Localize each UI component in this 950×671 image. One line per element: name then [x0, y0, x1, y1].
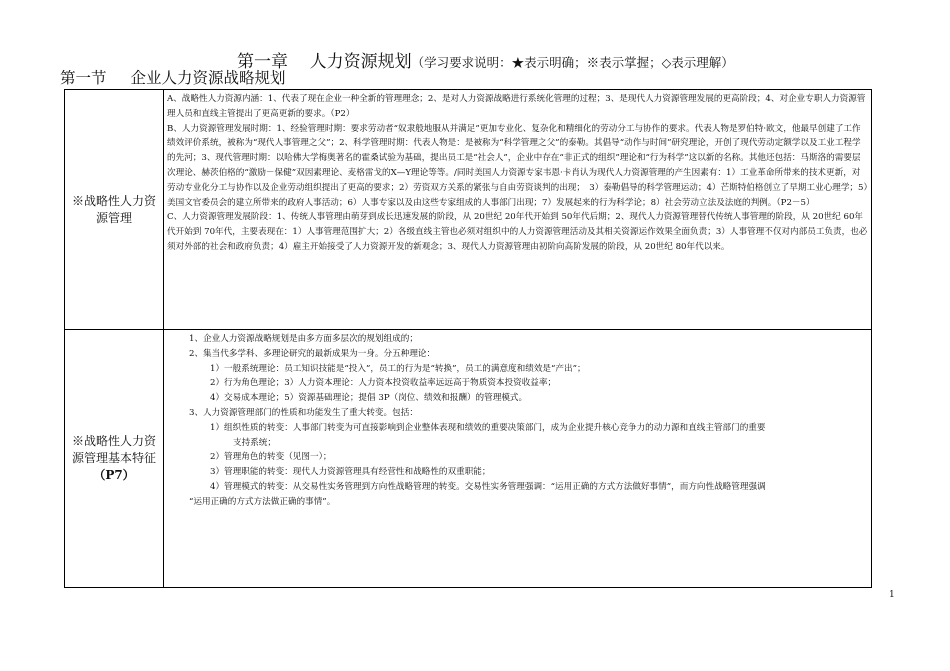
paragraph-c: C、人力资源管理发展阶段：1、传统人事管理由萌芽到成长迅速发展的阶段，从 20世纪 20年代开始到 50年代后期；2、现代人力资源管理替代传统人事管理的阶段，从 20世纪 60年代开始到 70年代，主要表现在：1）人事管理范围扩大；2）各级直线主管也必须对组织中的人力资源管理活动及其相关资源运作效果全面负责；3）人事管理不仅对内部员工负责，也必须对外部的社会和政府负责；4）雇主开始接受了人力资源开发的新观念；3、现代人力资源管理由初阶向高阶发展的阶段，从 20世纪 80年代以来。: [167, 212, 868, 252]
list-item: 3）管理职能的转变：现代人力资源管理具有经营性和战略性的双重职能；: [210, 467, 491, 478]
list-item: 3、人力资源管理部门的性质和功能发生了重大转变。包括：: [189, 407, 418, 418]
chapter-number: 第一章: [237, 52, 288, 72]
chapter-name: 人力资源规划: [309, 52, 412, 72]
list-item: 1）一般系统理论：员工知识技能是“投入”，员工的行为是“转换”，员工的满意度和绩效是“产出”；: [210, 363, 586, 374]
section-heading: [60, 66, 286, 88]
list-item: 支持系统；: [233, 437, 276, 448]
paragraph-b: B、人力资源管理发展时期：1、经验管理时期：要求劳动者“奴隶般地服从并满足”更加专业化、复杂化和精细化的劳动分工与协作的要求。代表人物是罗伯特·欧文，他最早创建了工作绩效评价系统，被称为“现代人事管理之父”；2、科学管理时期：代表人物是：是被称为“科学管理之父”的泰勒。其倡导“动作与时间”研究理论，开创了现代劳动定额学以及工业工程学的先河；3、现代管理时期：以哈佛大学梅奥著名的霍桑试验为基础，提出员工是“社会人”，企业中存在“非正式的组织”理论和“行为科学”这以新的名称。其他还包括：马斯洛的需要层次理论、赫茨伯格的“激励－保健”双因素理论、麦格雷戈的X—Y理论等等。/同时美国人力资源专家韦恩·卡肖认为现代人力资源管理的产生因素有：1）工业革命所带来的技术更新，对劳动专业化分工与协作以及企业劳动组织提出了更高的要求；2）劳资双方关系的紧张与自由劳资谈判的出现； 3）泰勒倡导的科学管理运动；4）芒斯特伯格创立了早期工业心理学；5）美国文官委员会的建立所带来的政府人事活动；6）人事专家以及由这些专家组成的人事部门出现；7）发展起来的行为科学论；8）社会劳动立法及法庭的判例。（P2－5）: [167, 123, 868, 208]
list-item: “运用正确的方式方法做正确的事情”。: [189, 496, 336, 507]
list-item: 1、企业人力资源战略规划是由多方面多层次的规划组成的；: [189, 334, 418, 344]
paragraph-a: A、战略性人力资源内涵：1、代表了现在企业一种全新的管理理念；2、是对人力资源战略进行系统化管理的过程；3、是现代人力资源管理发展的更高阶段；4、对企业专职人力资源管理人员和直线主管提出了更高更新的要求。（P2）: [167, 94, 866, 119]
list-item: 4）管理模式的转变：从交易性实务管理到方向性战略管理的转变。交易性实务管理强调：“运用正确的方式方法做好事情”，而方向性战略管理强调: [210, 481, 766, 492]
list-item: 1）组织性质的转变：人事部门转变为可直接影响到企业整体表现和绩效的重要决策部门，成为企业提升核心竞争力的动力源和直线主管部门的重要: [210, 422, 766, 433]
content-table: [64, 89, 872, 588]
row-content-cell: [164, 330, 872, 588]
row-content-cell: [164, 90, 872, 330]
row-label-cell: [65, 90, 164, 330]
table-row: [65, 90, 872, 330]
row-label-cell: [65, 330, 164, 588]
list-item: 4）交易成本理论；5）资源基础理论；提倡 3P（岗位、绩效和报酬）的管理模式。: [210, 393, 528, 404]
study-legend-note: （学习要求说明：★表示明确；※表示掌握；◇表示理解）: [411, 55, 734, 70]
row-label: ※战略性人力资源管理基本特征: [71, 434, 156, 465]
section-title: 企业人力资源战略规划: [130, 69, 286, 87]
section-number: 第一节: [60, 69, 107, 87]
table-row: [65, 330, 872, 588]
list-item: 2）管理角色的转变（见图一）；: [210, 452, 332, 463]
list-item: 2、集当代多学科、多理论研究的最新成果为一身。分五种理论：: [189, 348, 436, 359]
page-number: 1: [889, 590, 895, 600]
row-label: ※战略性人力资源管理: [71, 193, 156, 225]
list-item: 2）行为角色理论；3）人力资本理论：人力资本投资收益率远远高于物质资本投资收益率；: [210, 378, 557, 389]
chapter-title: [237, 47, 734, 72]
row-page-ref: （P7）: [93, 468, 135, 482]
